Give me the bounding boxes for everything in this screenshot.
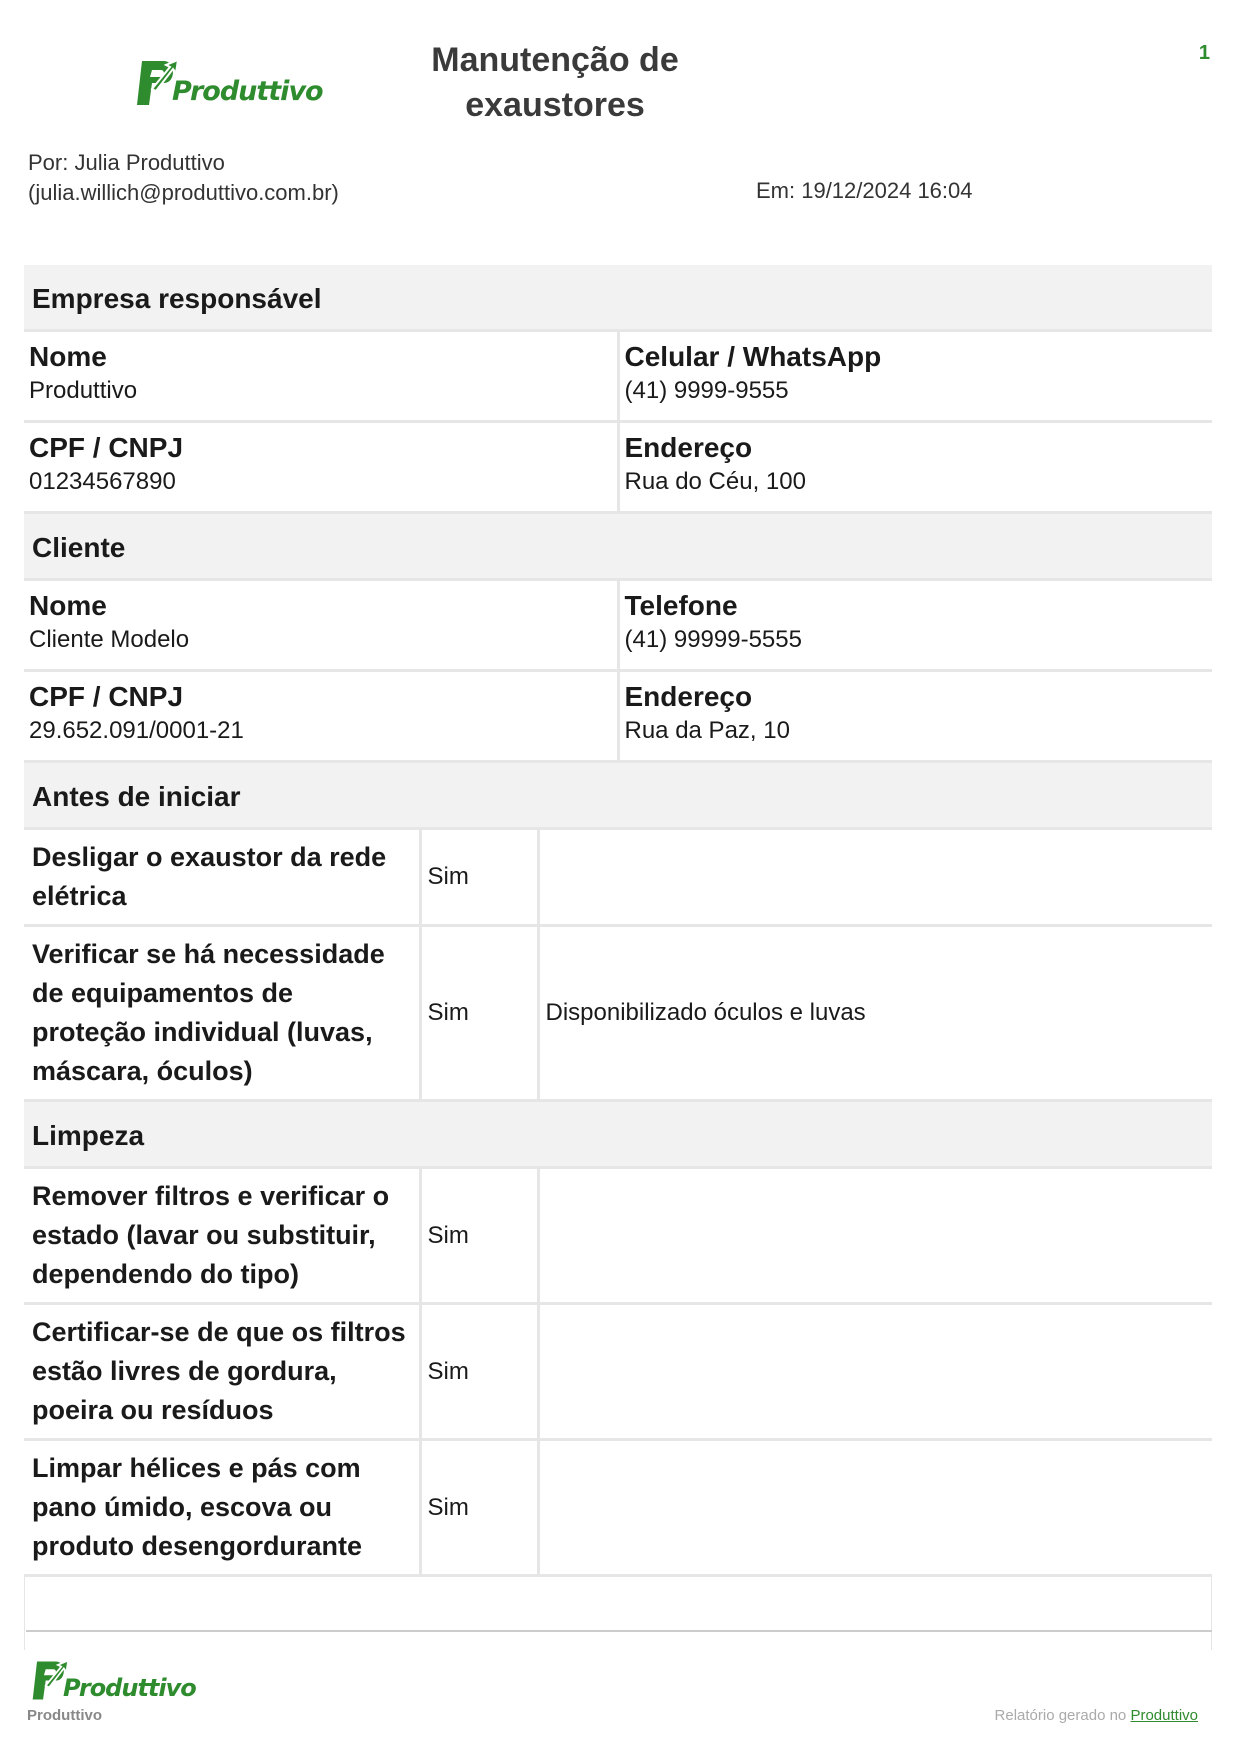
footer-logo	[30, 1658, 196, 1703]
checklist-note: Disponibilizado óculos e luvas	[538, 926, 1212, 1101]
author-email: (julia.willich@produttivo.com.br)	[28, 180, 339, 205]
table-continuation	[24, 1577, 1212, 1650]
table-row	[24, 926, 1212, 1101]
checklist-question: Desligar o exaustor da rede elétrica	[24, 830, 420, 926]
section-cliente-title: Cliente	[24, 514, 1212, 581]
field-value: 29.652.091/0001-21	[29, 717, 244, 744]
table-row	[24, 581, 1212, 671]
checklist-answer: Sim	[420, 1440, 538, 1576]
checklist-answer: Sim	[420, 1169, 538, 1304]
checklist-note	[538, 1169, 1212, 1304]
checklist-answer: Sim	[420, 926, 538, 1101]
footer-generated	[995, 1707, 1198, 1724]
field-value: (41) 99999-5555	[624, 626, 802, 653]
field-cell	[24, 581, 618, 671]
logo-text: Produttivo	[172, 76, 323, 107]
field-value: Produttivo	[29, 377, 138, 404]
field-cell	[618, 581, 1212, 671]
field-cell	[24, 332, 618, 422]
generated-date: Em: 19/12/2024 16:04	[756, 178, 973, 203]
checklist-note	[538, 1440, 1212, 1576]
field-cell	[24, 422, 618, 513]
table-row	[24, 671, 1212, 762]
footer-generated-text: Relatório gerado no	[994, 1707, 1127, 1724]
table-row	[24, 1304, 1212, 1440]
checklist-answer: Sim	[420, 830, 538, 926]
field-label: Nome	[29, 590, 107, 621]
section-antes-title: Antes de iniciar	[24, 763, 1212, 830]
cliente-table	[24, 581, 1212, 763]
field-value: 01234567890	[29, 468, 176, 495]
footer-divider	[26, 1630, 1212, 1632]
table-row	[24, 1440, 1212, 1576]
checklist-note	[538, 830, 1212, 926]
field-label: Nome	[29, 341, 107, 372]
field-label: Endereço	[624, 681, 753, 712]
author-name: Por: Julia Produttivo	[28, 150, 225, 175]
field-value: Rua da Paz, 10	[624, 717, 790, 744]
field-label: CPF / CNPJ	[29, 432, 184, 463]
logo	[134, 57, 323, 109]
document-title: Manutenção de exaustores	[431, 41, 679, 124]
field-label: Endereço	[624, 432, 753, 463]
author-info	[28, 148, 339, 208]
limpeza-table	[24, 1169, 1212, 1577]
field-cell	[24, 671, 618, 762]
footer-produttivo-link[interactable]: Produttivo	[1130, 1707, 1198, 1724]
antes-table	[24, 830, 1212, 1102]
empresa-table	[24, 332, 1212, 514]
field-label: CPF / CNPJ	[29, 681, 184, 712]
table-row	[24, 332, 1212, 422]
field-label: Telefone	[624, 590, 738, 621]
field-cell	[618, 332, 1212, 422]
checklist-question: Remover filtros e verificar o estado (lavar ou substituir, dependendo do tipo)	[24, 1169, 420, 1304]
footer-logo-text: Produttivo	[63, 1674, 196, 1702]
checklist-question: Verificar se há necessidade de equipamentos de proteção individual (luvas, máscara, óculos)	[24, 926, 420, 1101]
field-cell	[618, 671, 1212, 762]
checklist-question: Certificar-se de que os filtros estão livres de gordura, poeira ou resíduos	[24, 1304, 420, 1440]
field-value: Cliente Modelo	[29, 626, 190, 653]
field-value: Rua do Céu, 100	[624, 468, 806, 495]
checklist-note	[538, 1304, 1212, 1440]
field-label: Celular / WhatsApp	[624, 341, 882, 372]
section-empresa-title: Empresa responsável	[24, 265, 1212, 332]
field-cell	[618, 422, 1212, 513]
table-row	[24, 1169, 1212, 1304]
section-limpeza-title: Limpeza	[24, 1102, 1212, 1169]
checklist-question: Limpar hélices e pás com pano úmido, escova ou produto desengordurante	[24, 1440, 420, 1576]
footer-company: Produttivo	[27, 1707, 102, 1724]
field-value: (41) 9999-9555	[624, 377, 789, 404]
table-row	[24, 830, 1212, 926]
checklist-answer: Sim	[420, 1304, 538, 1440]
report-body	[24, 265, 1212, 1650]
page-number: 1	[1198, 42, 1210, 64]
table-row	[24, 422, 1212, 513]
